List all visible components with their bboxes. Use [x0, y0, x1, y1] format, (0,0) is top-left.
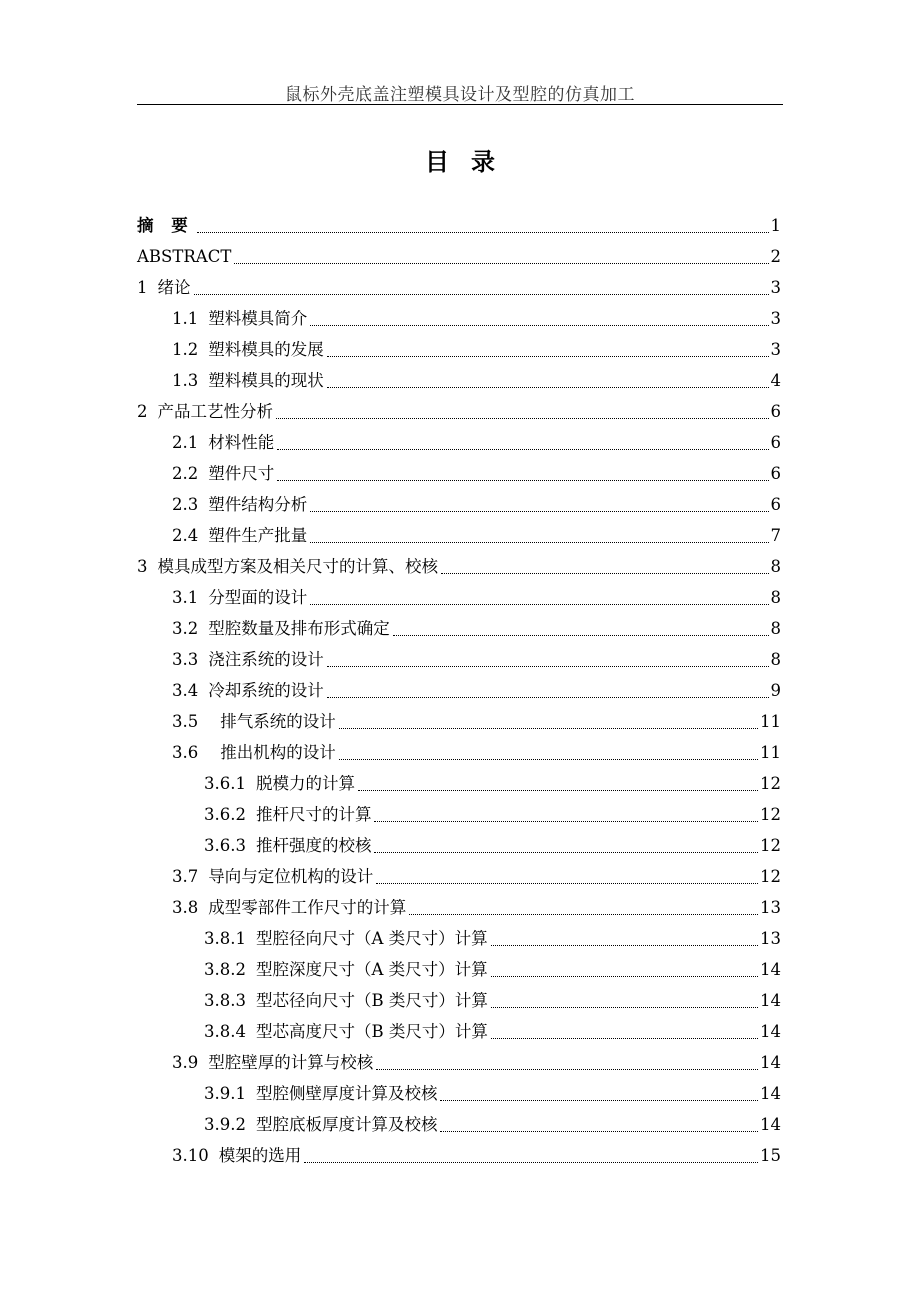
toc-entry-page-number: 11 [760, 743, 781, 762]
toc-entry-text: 型腔壁厚的计算与校核 [208, 1053, 374, 1072]
toc-entry-text: 分型面的设计 [208, 588, 308, 607]
toc-entry-text: 型芯径向尺寸（B 类尺寸）计算 [255, 991, 488, 1010]
toc-entry[interactable] [137, 799, 781, 830]
toc-entry-number: 3.5 [172, 712, 199, 731]
toc-entry-number: 3.8.1 [204, 929, 246, 948]
toc-entry-text: 型芯高度尺寸（B 类尺寸）计算 [255, 1022, 488, 1041]
toc-entry[interactable] [137, 985, 781, 1016]
toc-entry-label [172, 737, 336, 768]
toc-entry-page-number: 8 [770, 619, 781, 638]
toc-entry-number: 1.1 [172, 309, 199, 328]
toc-entry[interactable] [137, 520, 781, 551]
toc-entry-page-number: 13 [760, 898, 781, 917]
toc-entry-label [172, 861, 373, 892]
toc-entry-label [204, 768, 355, 799]
toc-entry[interactable] [137, 334, 781, 365]
toc-entry-number: 2.1 [172, 433, 199, 452]
dot-leader [393, 635, 769, 636]
toc-entry-label [137, 272, 191, 303]
toc-entry-label [204, 1109, 437, 1140]
header-rule [137, 104, 783, 105]
toc-entry-number: 1.3 [172, 371, 199, 390]
toc-entry[interactable] [137, 737, 781, 768]
dot-leader [276, 418, 769, 419]
toc-entry-number: 3.6.1 [204, 774, 246, 793]
toc-entry-text: 模具成型方案及相关尺寸的计算、校核 [157, 557, 438, 576]
toc-entry-page-number: 15 [760, 1146, 781, 1165]
dot-leader [327, 666, 769, 667]
toc-entry-text: 型腔侧壁厚度计算及校核 [255, 1084, 438, 1103]
dot-leader [441, 573, 769, 574]
toc-entry-number: 3.8.4 [204, 1022, 246, 1041]
toc-entry[interactable] [137, 210, 781, 241]
toc-entry-number: 2.3 [172, 495, 199, 514]
toc-entry-page-number: 3 [770, 340, 781, 359]
toc-entry-label [204, 1016, 488, 1047]
toc-entry-label [204, 985, 488, 1016]
toc-entry-label [172, 613, 390, 644]
toc-entry-page-number: 6 [770, 402, 781, 421]
toc-entry-text: 成型零部件工作尺寸的计算 [208, 898, 407, 917]
toc-entry[interactable] [137, 861, 781, 892]
toc-entry-label [137, 241, 231, 272]
toc-entry-text: 排气系统的设计 [220, 712, 336, 731]
toc-entry-label [204, 1078, 437, 1109]
dot-leader [358, 790, 758, 791]
toc-entry-page-number: 1 [770, 216, 781, 235]
toc-entry-text: 推出机构的设计 [220, 743, 336, 762]
toc-entry[interactable] [137, 241, 781, 272]
toc-entry-page-number: 14 [760, 960, 781, 979]
toc-entry-label [204, 923, 488, 954]
toc-entry-page-number: 6 [770, 464, 781, 483]
toc-entry-number: 3.8.3 [204, 991, 246, 1010]
toc-entry-text: 型腔数量及排布形式确定 [208, 619, 390, 638]
toc-entry-label [137, 396, 273, 427]
dot-leader [374, 821, 758, 822]
toc-entry-number: 3.2 [172, 619, 199, 638]
toc-entry-page-number: 14 [760, 991, 781, 1010]
dot-leader [310, 542, 768, 543]
toc-entry-text: 推杆强度的校核 [255, 836, 372, 855]
dot-leader [327, 697, 769, 698]
toc-entry-number: 3.3 [172, 650, 199, 669]
toc-entry-number: 3 [137, 557, 148, 576]
toc-entry-text: 导向与定位机构的设计 [208, 867, 374, 886]
toc-entry-label [172, 365, 324, 396]
toc-entry-text: 型腔底板厚度计算及校核 [255, 1115, 438, 1134]
toc-entry-number: 3.9.2 [204, 1115, 246, 1134]
toc-entry[interactable] [137, 365, 781, 396]
dot-leader [491, 945, 758, 946]
dot-leader [491, 1007, 758, 1008]
dot-leader [310, 511, 768, 512]
toc-entry-page-number: 14 [760, 1084, 781, 1103]
toc-entry-number: 2.4 [172, 526, 199, 545]
toc-entry-label [172, 334, 324, 365]
toc-entry-page-number: 9 [770, 681, 781, 700]
toc-entry[interactable] [137, 1078, 781, 1109]
dot-leader [310, 325, 768, 326]
toc-entry-text: 塑料模具简介 [208, 309, 308, 328]
toc-entry-page-number: 2 [770, 247, 781, 266]
toc-entry-text: 脱模力的计算 [255, 774, 355, 793]
dot-leader [197, 232, 769, 233]
toc-entry-label [172, 644, 324, 675]
toc-entry[interactable] [137, 272, 781, 303]
toc-entry[interactable] [137, 489, 781, 520]
toc-entry-page-number: 4 [770, 371, 781, 390]
toc-entry-text: 模架的选用 [218, 1146, 302, 1165]
toc-entry[interactable] [137, 830, 781, 861]
toc-entry-label [172, 303, 307, 334]
toc-entry-text: 塑料模具的发展 [208, 340, 324, 359]
toc-entry-text: 塑件生产批量 [208, 526, 308, 545]
toc-entry-label [172, 427, 274, 458]
toc-entry-page-number: 8 [770, 650, 781, 669]
toc-entry-page-number: 12 [760, 836, 781, 855]
toc-entry-label [172, 706, 336, 737]
page-title: 目录 [425, 148, 517, 176]
toc-entry-label [172, 582, 307, 613]
toc-entry-number: 3.9 [172, 1053, 199, 1072]
toc-entry-text: 冷却系统的设计 [208, 681, 324, 700]
toc-entry-label [172, 489, 307, 520]
toc-entry-label [204, 830, 371, 861]
running-header: 鼠标外壳底盖注塑模具设计及型腔的仿真加工 [285, 85, 635, 105]
toc-entry[interactable] [137, 644, 781, 675]
toc-entry-page-number: 6 [770, 495, 781, 514]
toc-entry-label [137, 551, 438, 582]
table-of-contents [137, 210, 781, 1171]
toc-entry-page-number: 14 [760, 1053, 781, 1072]
toc-entry[interactable] [137, 954, 781, 985]
toc-entry-page-number: 13 [760, 929, 781, 948]
toc-entry-number: 3.10 [172, 1146, 209, 1165]
dot-leader [440, 1100, 758, 1101]
toc-entry[interactable] [137, 582, 781, 613]
toc-entry-label [172, 458, 274, 489]
toc-entry-label [172, 520, 307, 551]
dot-leader [339, 759, 758, 760]
dot-leader [277, 480, 768, 481]
toc-entry-text: 浇注系统的设计 [208, 650, 324, 669]
toc-entry-number: 3.8 [172, 898, 199, 917]
toc-entry-text: 摘 要 [137, 216, 194, 235]
toc-entry-label [172, 892, 406, 923]
toc-entry-number: 3.6.2 [204, 805, 246, 824]
dot-leader [491, 1038, 758, 1039]
dot-leader [327, 356, 769, 357]
toc-entry-page-number: 6 [770, 433, 781, 452]
toc-entry-text: 塑件结构分析 [208, 495, 308, 514]
toc-entry-page-number: 8 [770, 588, 781, 607]
toc-entry-page-number: 3 [770, 309, 781, 328]
dot-leader [374, 852, 758, 853]
toc-entry-number: 1.2 [172, 340, 199, 359]
toc-entry-text: 塑件尺寸 [208, 464, 275, 483]
toc-entry-number: 3.4 [172, 681, 199, 700]
toc-entry-number: 3.6.3 [204, 836, 246, 855]
toc-entry-number: 2.2 [172, 464, 199, 483]
toc-entry-page-number: 8 [770, 557, 781, 576]
toc-entry-number: 3.6 [172, 743, 199, 762]
toc-entry-number: 2 [137, 402, 148, 421]
toc-entry-page-number: 11 [760, 712, 781, 731]
toc-entry[interactable] [137, 675, 781, 706]
toc-entry-label [204, 799, 371, 830]
toc-entry[interactable] [137, 1140, 781, 1171]
toc-entry[interactable] [137, 1109, 781, 1140]
toc-entry-text: 材料性能 [208, 433, 275, 452]
dot-leader [440, 1131, 758, 1132]
dot-leader [277, 449, 768, 450]
toc-entry[interactable] [137, 706, 781, 737]
toc-entry-page-number: 14 [760, 1115, 781, 1134]
toc-entry[interactable] [137, 427, 781, 458]
toc-entry-label [172, 1140, 301, 1171]
toc-entry-page-number: 12 [760, 867, 781, 886]
toc-entry[interactable] [137, 613, 781, 644]
toc-entry-page-number: 12 [760, 805, 781, 824]
dot-leader [194, 294, 769, 295]
toc-entry-page-number: 14 [760, 1022, 781, 1041]
toc-entry[interactable] [137, 303, 781, 334]
dot-leader [327, 387, 769, 388]
toc-entry[interactable] [137, 551, 781, 582]
dot-leader [310, 604, 768, 605]
toc-entry[interactable] [137, 768, 781, 799]
toc-entry-text: 型腔深度尺寸（A 类尺寸）计算 [255, 960, 488, 979]
toc-entry-number: 3.9.1 [204, 1084, 246, 1103]
toc-entry[interactable] [137, 1047, 781, 1078]
toc-entry[interactable] [137, 1016, 781, 1047]
toc-entry[interactable] [137, 396, 781, 427]
dot-leader [339, 728, 758, 729]
toc-entry[interactable] [137, 923, 781, 954]
toc-entry-text: 绪论 [157, 278, 191, 297]
toc-entry[interactable] [137, 458, 781, 489]
dot-leader [304, 1162, 758, 1163]
toc-entry-page-number: 12 [760, 774, 781, 793]
toc-entry-page-number: 7 [770, 526, 781, 545]
toc-entry-text: 塑料模具的现状 [208, 371, 324, 390]
toc-entry-text: ABSTRACT [137, 247, 232, 266]
toc-entry-text: 型腔径向尺寸（A 类尺寸）计算 [255, 929, 488, 948]
dot-leader [376, 883, 758, 884]
toc-entry-page-number: 3 [770, 278, 781, 297]
toc-entry-text: 产品工艺性分析 [157, 402, 273, 421]
toc-entry-number: 3.8.2 [204, 960, 246, 979]
toc-entry-number: 3.7 [172, 867, 199, 886]
toc-entry-label [172, 675, 324, 706]
toc-entry-label [172, 1047, 373, 1078]
toc-entry-number: 3.1 [172, 588, 199, 607]
toc-entry[interactable] [137, 892, 781, 923]
toc-entry-number: 1 [137, 278, 148, 297]
dot-leader [409, 914, 758, 915]
toc-entry-label [137, 210, 194, 241]
dot-leader [234, 263, 768, 264]
dot-leader [491, 976, 758, 977]
dot-leader [376, 1069, 758, 1070]
toc-entry-label [204, 954, 488, 985]
toc-entry-text: 推杆尺寸的计算 [255, 805, 372, 824]
